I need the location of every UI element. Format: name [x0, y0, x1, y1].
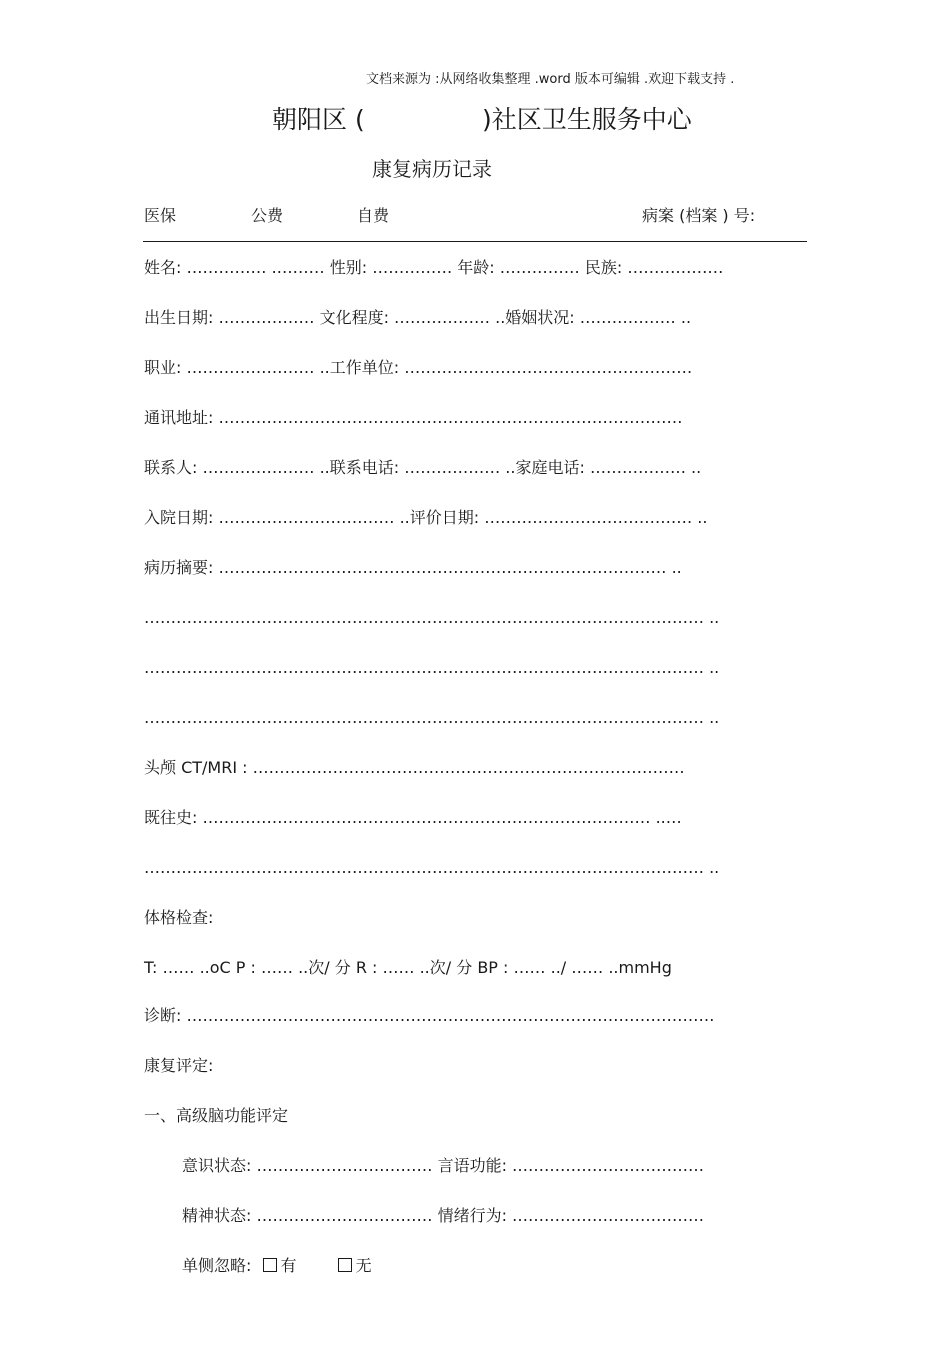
payment-yibao: 医保: [144, 206, 177, 225]
line-admission-evaluation-date: 入院日期: …………………………… ..评价日期: ………………………………… ..: [144, 508, 708, 527]
line-history-summary-cont-3: …………………………………………………………………………………………… ..: [144, 708, 720, 727]
option-no[interactable]: 无: [338, 1256, 372, 1275]
line-mental-emotion: 精神状态: …………………………… 情绪行为: ………………………………: [182, 1206, 705, 1225]
payment-zifei: 自费: [357, 206, 390, 225]
line-history-summary-cont-1: …………………………………………………………………………………………… ..: [144, 608, 720, 627]
line-past-history: 既往史: ………………………………………………………………………… ..…: [144, 808, 682, 827]
line-head-ct-mri: 头颅 CT/MRI : ………………………………………………………………………: [144, 758, 685, 777]
line-occupation-workplace: 职业: …………………… ..工作单位: ………………………………………………: [144, 358, 693, 377]
line-consciousness-speech: 意识状态: …………………………… 言语功能: ………………………………: [182, 1156, 705, 1175]
header-note: 文档来源为 :从网络收集整理 .word 版本可编辑 .欢迎下载支持 .: [366, 72, 735, 87]
checkbox-no[interactable]: [338, 1258, 352, 1272]
header-divider: [143, 241, 807, 242]
line-unilateral-neglect: [182, 1256, 372, 1276]
page-subtitle: 康复病历记录: [372, 157, 492, 181]
line-rehab-evaluation: 康复评定:: [144, 1056, 214, 1075]
line-past-history-cont: …………………………………………………………………………………………… ..: [144, 858, 720, 877]
neglect-label: 单侧忽略:: [182, 1256, 252, 1275]
checkbox-yes[interactable]: [263, 1258, 277, 1272]
line-birth-education-marital: 出生日期: ……………… 文化程度: ……………… ..婚姻状况: ……………… ..: [144, 308, 692, 327]
line-contact-phones: 联系人: ………………… ..联系电话: ……………… ..家庭电话: ……………… ..: [144, 458, 702, 477]
line-history-summary: 病历摘要: ………………………………………………………………………… ..: [144, 558, 682, 577]
line-history-summary-cont-2: …………………………………………………………………………………………… ..: [144, 658, 720, 677]
line-name-gender-age-ethnicity: 姓名: …………… .……… 性别: …………… 年龄: …………… 民族: ………………: [144, 258, 724, 277]
line-address: 通讯地址: ……………………………………………………………………………: [144, 408, 683, 427]
line-vital-signs: T: …… ..oC P : …… ..次/ 分 R : …… ..次/ 分 BP : …… ../ …… ..mmHg: [144, 958, 672, 977]
line-diagnosis: 诊断: ………………………………………………………………………………………: [144, 1006, 715, 1025]
case-number-label: 病案 (档案 ) 号:: [642, 206, 756, 225]
line-section-one-heading: 一、高级脑功能评定: [144, 1106, 289, 1125]
page-title-right: )社区卫生服务中心: [482, 105, 692, 134]
payment-gongfei: 公费: [251, 206, 284, 225]
page-title-left: 朝阳区 (: [272, 105, 365, 134]
line-physical-exam: 体格检查:: [144, 908, 214, 927]
option-yes[interactable]: 有: [263, 1256, 297, 1275]
